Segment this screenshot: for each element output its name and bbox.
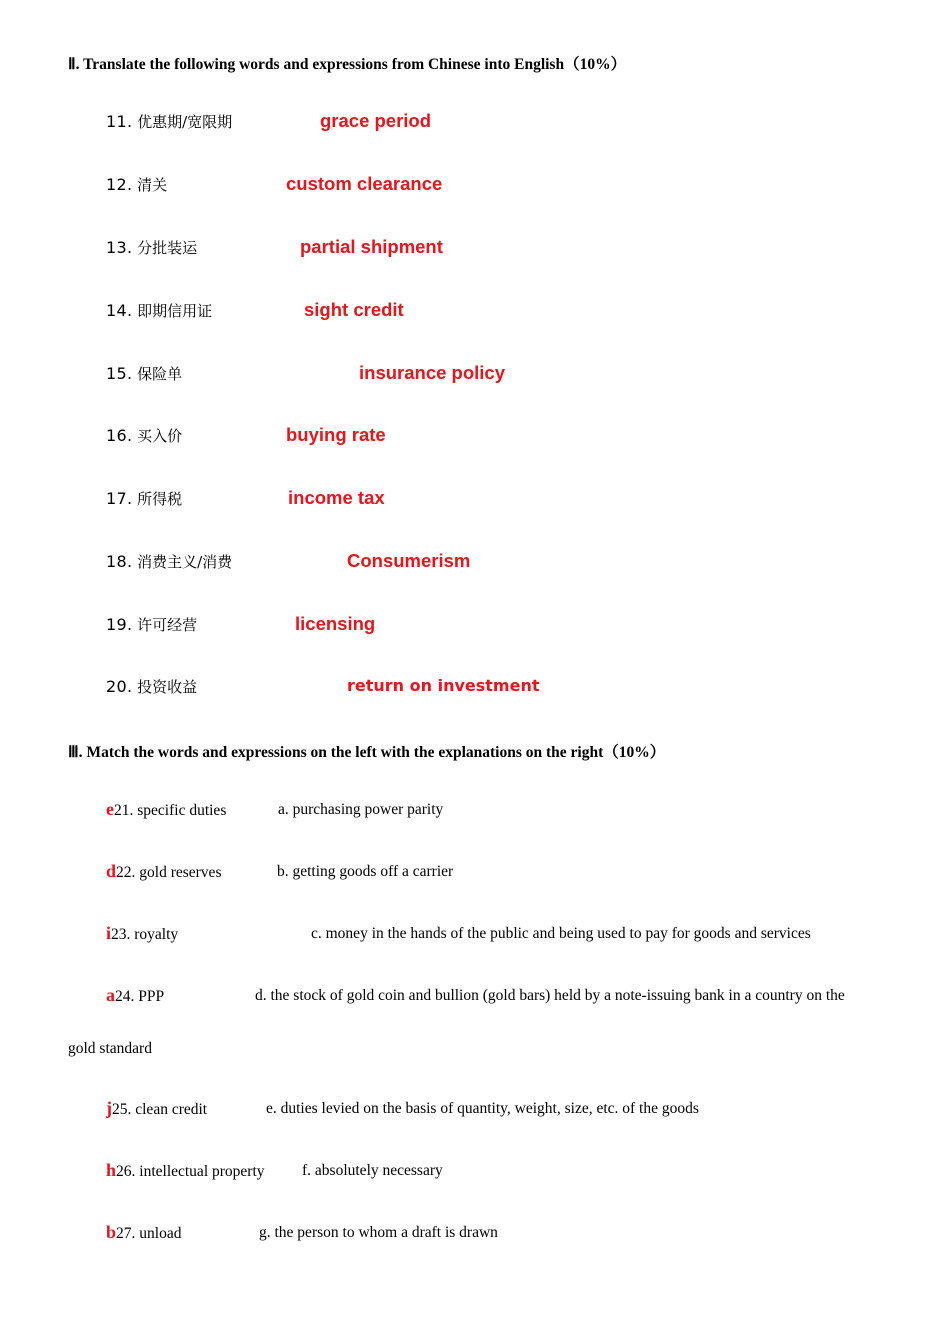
translation-answer: sight credit bbox=[304, 299, 404, 320]
match-term: 24. PPP bbox=[115, 988, 165, 1005]
match-item-26 bbox=[106, 1160, 265, 1181]
chinese-term: 优惠期/宽限期 bbox=[132, 113, 233, 131]
translate-item-18 bbox=[106, 551, 232, 572]
translation-answer: Consumerism bbox=[347, 550, 471, 571]
translate-item-19 bbox=[106, 614, 197, 635]
match-item-27 bbox=[106, 1222, 181, 1243]
match-item-22 bbox=[106, 861, 221, 882]
match-term: 23. royalty bbox=[111, 926, 179, 943]
translate-item-15 bbox=[106, 363, 182, 384]
translation-answer: licensing bbox=[295, 613, 376, 634]
translation-answer: income tax bbox=[288, 487, 385, 508]
translate-item-12 bbox=[106, 174, 167, 195]
match-term: 27. unload bbox=[116, 1225, 182, 1242]
chinese-term: 清关 bbox=[132, 176, 168, 194]
match-answer: i bbox=[106, 923, 112, 943]
chinese-term: 投资收益 bbox=[132, 678, 198, 696]
match-item-23 bbox=[106, 923, 178, 944]
match-item-25 bbox=[106, 1098, 207, 1119]
item-number: 14. bbox=[106, 301, 133, 320]
translate-item-16 bbox=[106, 425, 182, 446]
translate-item-11 bbox=[106, 111, 232, 132]
match-explanation: d. the stock of gold coin and bullion (gold bars) held by a note-issuing bank in a country on the bbox=[255, 987, 845, 1004]
match-term: 25. clean credit bbox=[112, 1101, 208, 1118]
item-number: 20. bbox=[106, 677, 133, 696]
translation-answer: custom clearance bbox=[286, 173, 443, 194]
chinese-term: 即期信用证 bbox=[132, 302, 213, 320]
chinese-term: 分批装运 bbox=[132, 239, 198, 257]
chinese-term: 保险单 bbox=[132, 365, 183, 383]
chinese-term: 许可经营 bbox=[132, 616, 198, 634]
translation-answer: return on investment bbox=[347, 676, 540, 695]
translate-item-17 bbox=[106, 488, 182, 509]
translation-answer: partial shipment bbox=[300, 236, 443, 257]
match-term: 21. specific duties bbox=[114, 802, 227, 819]
translate-item-14 bbox=[106, 300, 212, 321]
match-answer: a bbox=[106, 985, 115, 1005]
translation-answer: insurance policy bbox=[359, 362, 505, 383]
chinese-term: 消费主义/消费 bbox=[132, 553, 233, 571]
match-answer: j bbox=[106, 1098, 112, 1118]
item-number: 12. bbox=[106, 175, 133, 194]
translate-item-13 bbox=[106, 237, 197, 258]
match-explanation: e. duties levied on the basis of quantity, weight, size, etc. of the goods bbox=[266, 1100, 699, 1117]
match-term: 26. intellectual property bbox=[116, 1163, 265, 1180]
item-number: 13. bbox=[106, 238, 133, 257]
item-number: 17. bbox=[106, 489, 133, 508]
translation-answer: buying rate bbox=[286, 424, 386, 445]
match-answer: e bbox=[106, 799, 114, 819]
match-explanation: c. money in the hands of the public and being used to pay for goods and services bbox=[311, 925, 811, 942]
translate-item-20 bbox=[106, 676, 197, 697]
match-answer: b bbox=[106, 1222, 117, 1242]
match-explanation: f. absolutely necessary bbox=[302, 1162, 443, 1179]
item-number: 18. bbox=[106, 552, 133, 571]
item-number: 11. bbox=[106, 112, 133, 131]
match-item-21 bbox=[106, 799, 226, 820]
chinese-term: 买入价 bbox=[132, 427, 183, 445]
item-number: 19. bbox=[106, 615, 133, 634]
chinese-term: 所得税 bbox=[132, 490, 183, 508]
match-explanation: a. purchasing power parity bbox=[278, 801, 444, 818]
section-2-heading: Ⅱ. Translate the following words and expressions from Chinese into English（10%） bbox=[68, 56, 627, 73]
translation-answer: grace period bbox=[320, 110, 432, 131]
match-explanation: g. the person to whom a draft is drawn bbox=[259, 1224, 498, 1241]
match-term: 22. gold reserves bbox=[116, 864, 222, 881]
match-item-24 bbox=[106, 985, 164, 1006]
item-number: 15. bbox=[106, 364, 133, 383]
match-answer: h bbox=[106, 1160, 117, 1180]
item-number: 16. bbox=[106, 426, 133, 445]
match-explanation-continued: gold standard bbox=[68, 1040, 152, 1057]
match-answer: d bbox=[106, 861, 117, 881]
section-3-heading: Ⅲ. Match the words and expressions on the left with the explanations on the right（10%） bbox=[68, 744, 666, 761]
match-explanation: b. getting goods off a carrier bbox=[277, 863, 454, 880]
